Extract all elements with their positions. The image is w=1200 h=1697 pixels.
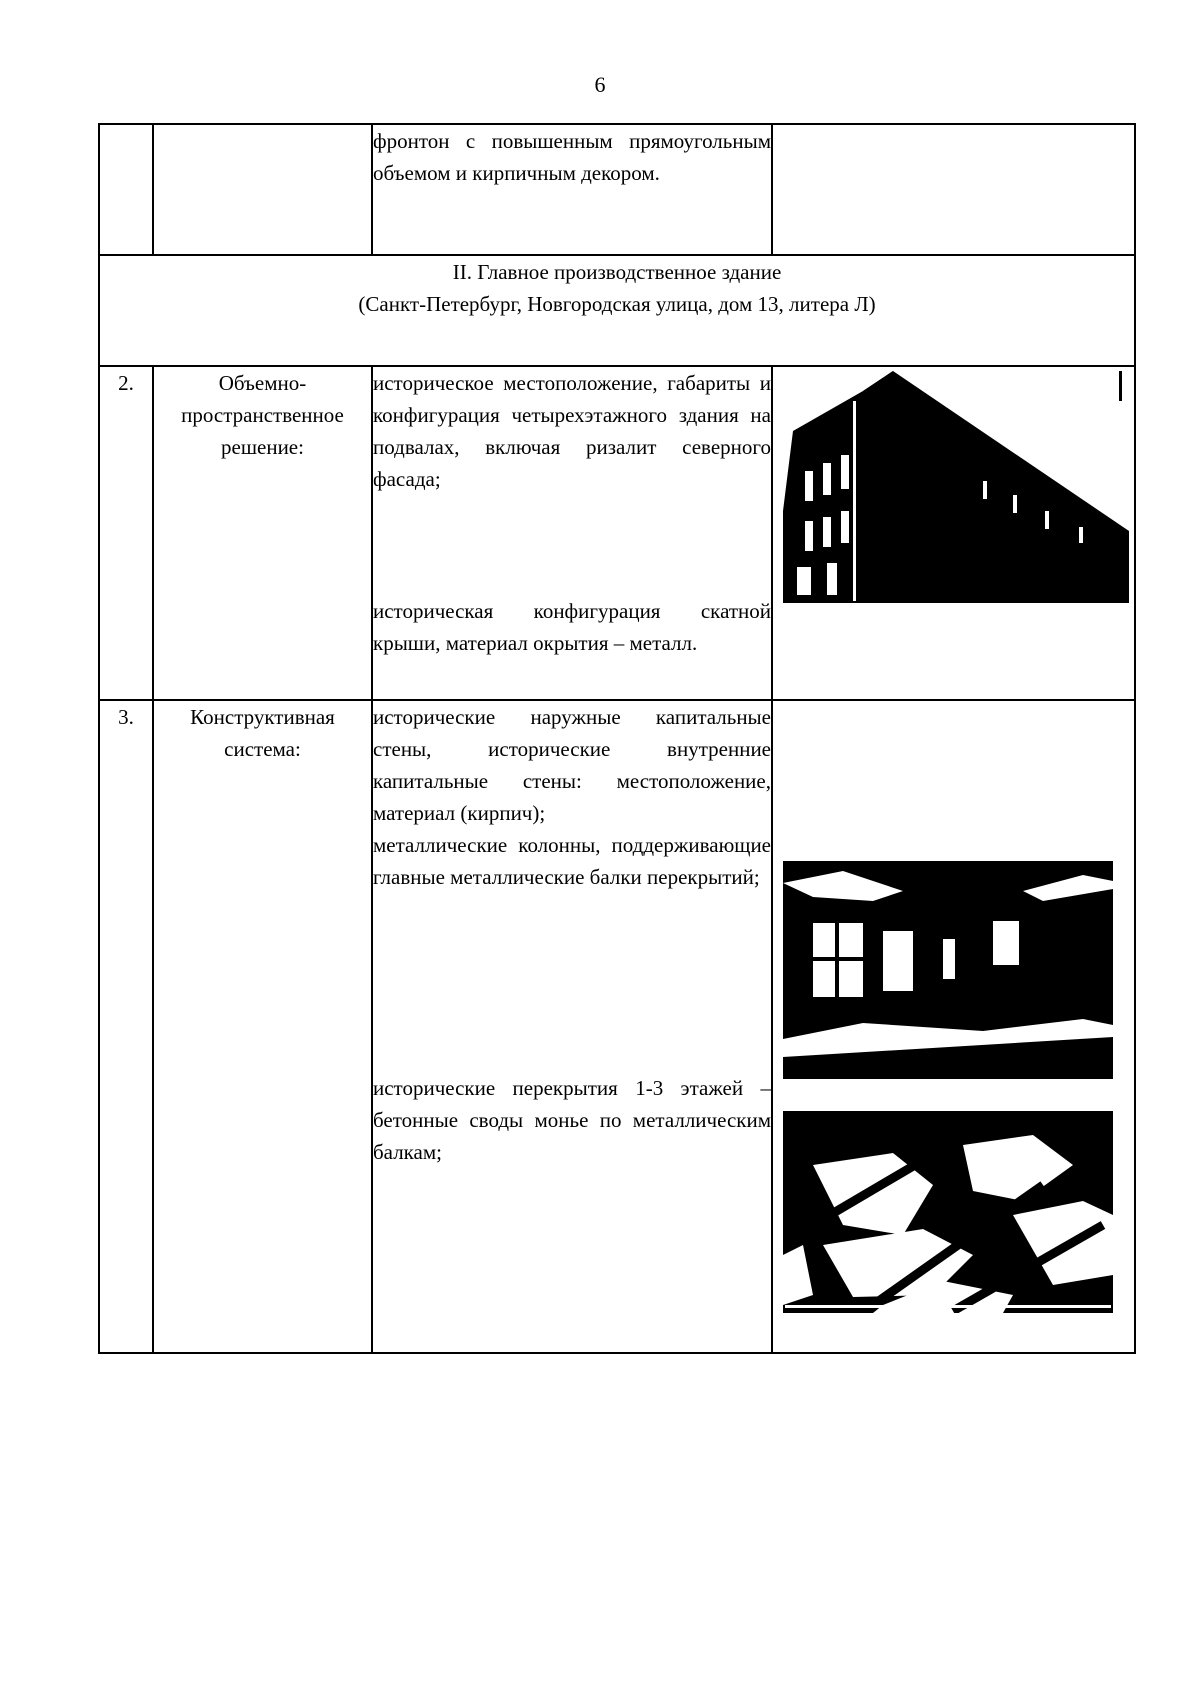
- row-description: [372, 700, 772, 1353]
- description-paragraph: исторические наружные капитальные стены, исторические внутренние капитальные стены: местоположение, материал (кирпич);: [373, 705, 771, 825]
- description-paragraph: металлические колонны, поддерживающие главные металлические балки перекрытий;: [373, 833, 771, 889]
- row-name: Объемно-пространственное решение:: [153, 366, 372, 700]
- interior-columns-photo: [783, 861, 1113, 1079]
- page-number: 6: [594, 72, 606, 97]
- row-image-cell: [772, 366, 1135, 700]
- building-facade-photo: [783, 371, 1129, 603]
- row-name: Конструктивная система:: [153, 700, 372, 1353]
- row-description: [372, 366, 772, 700]
- section-address: (Санкт-Петербург, Новгородская улица, дом 13, литера Л): [358, 292, 876, 316]
- description-text: фронтон с повышенным прямоугольным объемом и кирпичным декором.: [373, 129, 771, 185]
- row-number: 2.: [99, 366, 153, 700]
- description-paragraph: историческая конфигурация скатной крыши, материал окрытия – металл.: [373, 599, 771, 655]
- table-row: [99, 700, 1135, 1353]
- description-paragraph: исторические перекрытия 1-3 этажей – бетонные своды монье по металлическим балкам;: [373, 1076, 771, 1164]
- protection-subject-table: [98, 123, 1136, 1354]
- table-row-continuation: [99, 124, 1135, 255]
- row-image-cell: [772, 700, 1135, 1353]
- section-header-row: [99, 255, 1135, 366]
- cell-name-empty: [153, 124, 372, 255]
- table-row: [99, 366, 1135, 700]
- section-header: [99, 255, 1135, 366]
- cell-number-empty: [99, 124, 153, 255]
- row-number: 3.: [99, 700, 153, 1353]
- section-title: II. Главное производственное здание: [452, 260, 782, 284]
- description-paragraph: историческое местоположение, габариты и конфигурация четырехэтажного здания на подвалах, включая ризалит северного фасада;: [373, 371, 771, 491]
- cell-description: [372, 124, 772, 255]
- ceiling-vaults-photo: [783, 1105, 1113, 1313]
- cell-image-empty: [772, 124, 1135, 255]
